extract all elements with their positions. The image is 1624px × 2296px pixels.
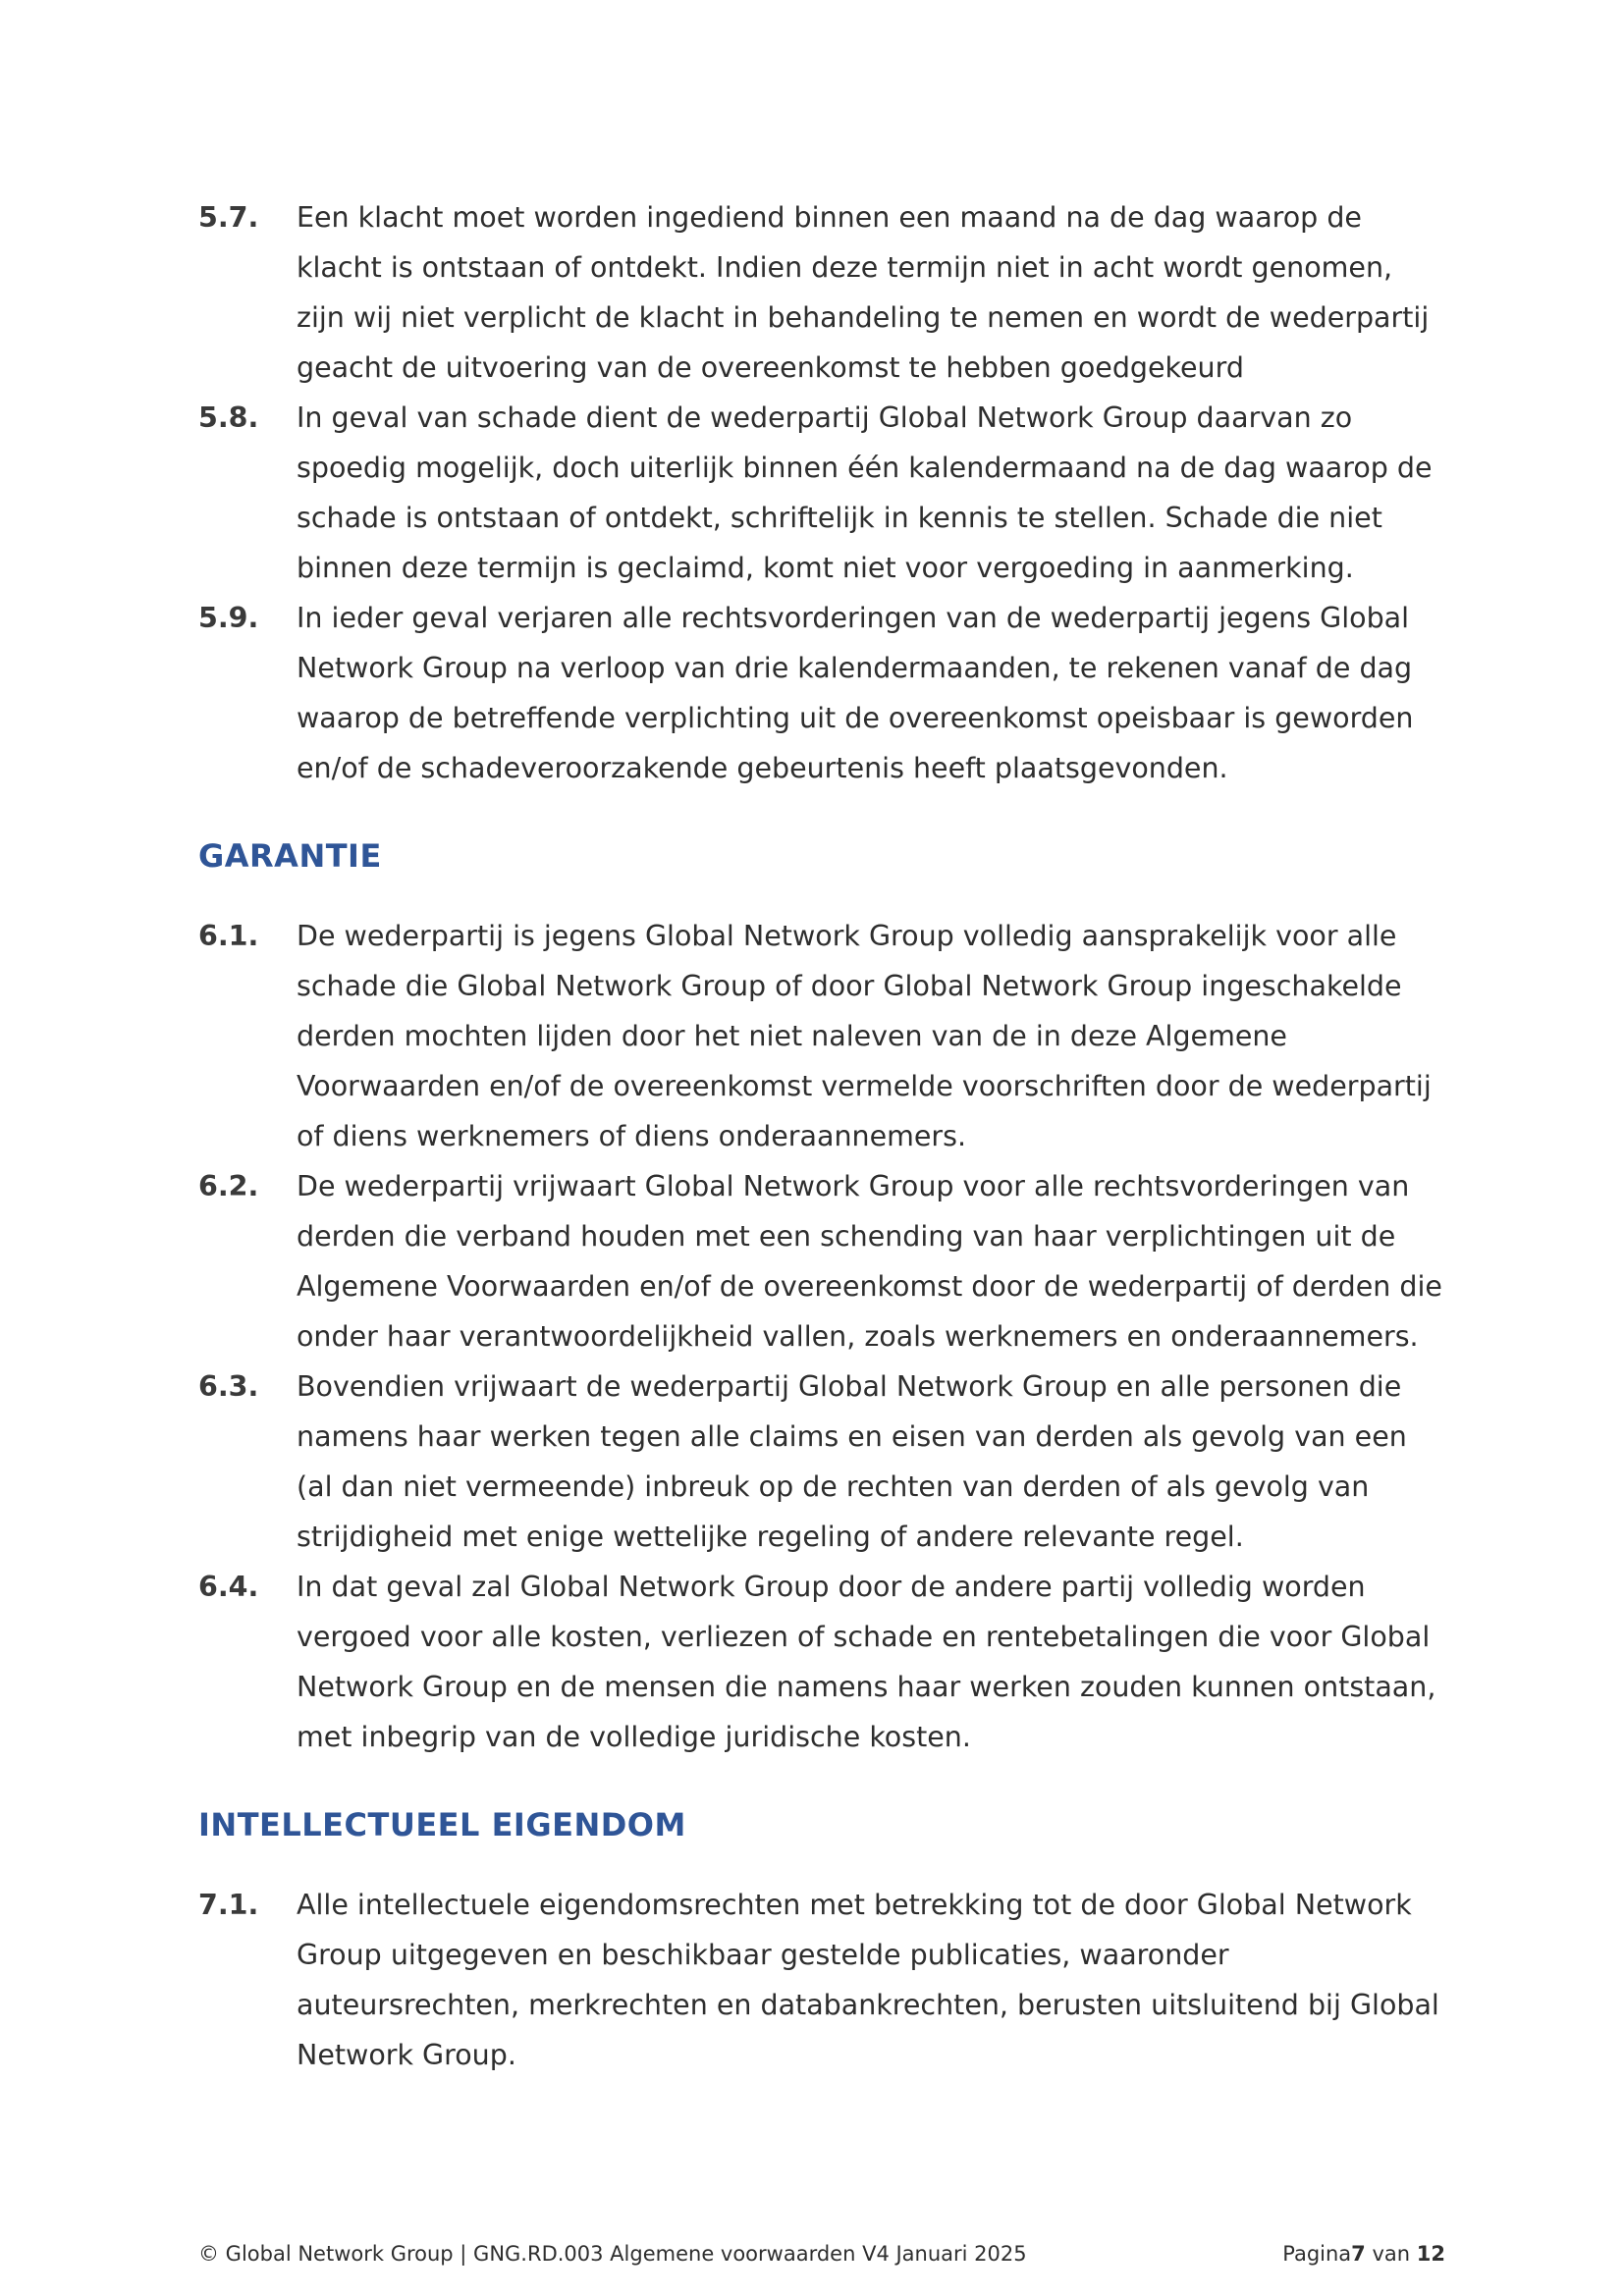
document-body: [198, 192, 1445, 2080]
clause-number: 6.2.: [198, 1170, 259, 1202]
clause-6-4: [198, 1562, 1445, 1762]
clause-5-9: [198, 593, 1445, 793]
clause-6-2: [198, 1161, 1445, 1362]
page-footer: [198, 2240, 1445, 2268]
clause-number: 5.9.: [198, 602, 259, 634]
clause-text: De wederpartij vrijwaart Global Network Group voor alle rechtsvorderingen van derden die verband houden met een schending van haar verplichtingen uit de Algemene Voorwaarden en/of de overeenkomst door de wederpartij of derden die onder haar verantwoordelijkheid vallen, zoals werknemers en onderaannemers.: [297, 1170, 1442, 1353]
clause-number: 5.7.: [198, 201, 259, 234]
section-heading-garantie: GARANTIE: [198, 837, 382, 875]
clause-7-1: [198, 1880, 1445, 2080]
clause-text: In geval van schade dient de wederpartij Global Network Group daarvan zo spoedig mogelijk, doch uiterlijk binnen één kalendermaand na de dag waarop de schade is ontstaan of ontdekt, schriftelijk in kennis te stellen. Schade die niet binnen deze termijn is geclaimd, komt niet voor vergoeding in aanmerking.: [297, 401, 1433, 584]
clause-number: 7.1.: [198, 1889, 259, 1921]
clause-number: 6.3.: [198, 1370, 259, 1403]
footer-copyright: © Global Network Group | GNG.RD.003 Algemene voorwaarden V4 Januari 2025: [198, 2242, 1027, 2266]
clause-6-1: [198, 911, 1445, 1161]
clause-text: In ieder geval verjaren alle rechtsvorderingen van de wederpartij jegens Global Network Group na verloop van drie kalendermaanden, te rekenen vanaf de dag waarop de betreffende verplichting uit de overeenkomst opeisbaar is geworden en/of de schadeveroorzakende gebeurtenis heeft plaatsgevonden.: [297, 602, 1414, 784]
clause-number: 5.8.: [198, 401, 259, 434]
page-number: [1282, 2240, 1445, 2268]
clause-text: Bovendien vrijwaart de wederpartij Global Network Group en alle personen die namens haar werken tegen alle claims en eisen van derden als gevolg van een (al dan niet vermeende) inbreuk op de rechten van derden of als gevolg van strijdigheid met enige wettelijke regeling of andere relevante regel.: [297, 1370, 1407, 1553]
clause-5-8: [198, 393, 1445, 593]
clause-text: In dat geval zal Global Network Group door de andere partij volledig worden vergoed voor alle kosten, verliezen of schade en rentebetalingen die voor Global Network Group en de mensen die namens haar werken zouden kunnen ontstaan, met inbegrip van de volledige juridische kosten.: [297, 1571, 1436, 1753]
clause-text: Alle intellectuele eigendomsrechten met betrekking tot de door Global Network Group uitgegeven en beschikbaar gestelde publicaties, waaronder auteursrechten, merkrechten en databankrechten, berusten uitsluitend bij Global Network Group.: [297, 1889, 1439, 2071]
page-separator: van: [1365, 2242, 1417, 2266]
clause-number: 6.4.: [198, 1571, 259, 1603]
clause-text: De wederpartij is jegens Global Network Group volledig aansprakelijk voor alle schade die Global Network Group of door Global Network Group ingeschakelde derden mochten lijden door het niet naleven van de in deze Algemene Voorwaarden en/of de overeenkomst vermelde voorschriften door de wederpartij of diens werknemers of diens onderaannemers.: [297, 920, 1432, 1152]
clause-number: 6.1.: [198, 920, 259, 952]
page-current: 7: [1351, 2242, 1366, 2266]
page-total: 12: [1416, 2242, 1445, 2266]
clause-text: Een klacht moet worden ingediend binnen een maand na de dag waarop de klacht is ontstaan of ontdekt. Indien deze termijn niet in acht wordt genomen, zijn wij niet verplicht de klacht in behandeling te nemen en wordt de wederpartij geacht de uitvoering van de overeenkomst te hebben goedgekeurd: [297, 201, 1430, 384]
page-label: Pagina: [1282, 2242, 1352, 2266]
section-heading-intellectueel-eigendom: INTELLECTUEEL EIGENDOM: [198, 1806, 686, 1843]
clause-5-7: [198, 192, 1445, 393]
clause-6-3: [198, 1362, 1445, 1562]
